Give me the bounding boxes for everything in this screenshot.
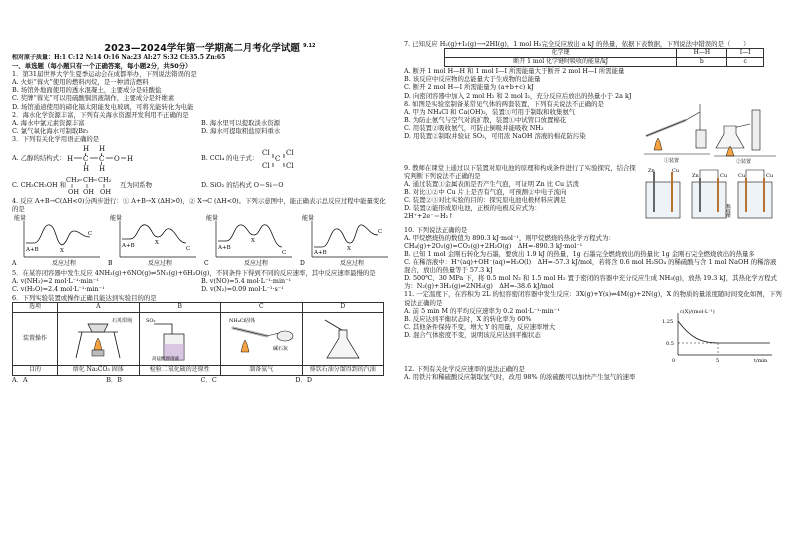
svg-text:OH: OH: [68, 188, 80, 197]
q7-td-b: b: [677, 58, 727, 67]
atomic-masses: 相对原子质量：H:1 C:12 N:14 O:16 Na:23 Al:27 S:32 Cl:35.5 Zn:65: [12, 54, 226, 61]
q4-ab-c: A+B: [218, 245, 231, 252]
q4-label-a: A: [12, 260, 17, 268]
q3-stem: 3．下列有关化学用语正确的是: [12, 134, 100, 143]
q4-xlabel-d: 反应过程: [340, 260, 365, 268]
q6-apparatus-d: [302, 312, 384, 365]
q4-x-d: X: [347, 246, 351, 253]
svg-text:C: C: [275, 155, 281, 164]
soda-lime-label: 碱石灰: [273, 345, 289, 352]
q1-option-d: D. 场馆通道使用的碲化镉太阳能发电玻璃，可将光能转化为电能: [12, 102, 194, 111]
q6-col-option: 选项: [13, 302, 58, 312]
q7-table: [444, 48, 764, 67]
q10-stem: 10. 下列说法正确的是: [404, 225, 468, 234]
nh4cl-label: NH₄Cl固体: [229, 317, 256, 324]
svg-text:Cl: Cl: [262, 162, 270, 171]
q8-apparatus-figure: [640, 100, 780, 164]
q9-stem: 9. 教师在课堂上通过以下装置对原电池的原理和构成条件进行了实验探究，结合探究判断下列说法不正确的是: [404, 163, 636, 180]
q4-c-b: C: [186, 246, 191, 253]
q4-diagram-b: [108, 213, 198, 269]
ammonia-prep-figure: [223, 314, 299, 364]
q7-th-ii: I—I: [727, 49, 764, 58]
crucible-label: 石英坩埚: [112, 317, 133, 324]
q5-stem: 5．在某容闭容器中发生反应 4NH₃(g)+6NO(g)⇌5N₂(g)+6H₂O(g)，不同条件下得到不同的反应速率，其中反应速率最慢的是: [12, 269, 376, 278]
question-11: [404, 290, 782, 364]
q6-option-d: D．D: [295, 375, 312, 384]
q5-option-b: B. v(NO)=5.4 mol·L⁻¹·min⁻¹: [201, 277, 292, 286]
q8-option-a: A. 甲为 NH₄Cl 和 Ca(OH)₂，装置①可用于制取和收集氨气: [404, 107, 576, 116]
q3-option-c: C. CH₃CH₂OH 和: [12, 180, 67, 189]
so2-label: SO₂: [145, 317, 156, 324]
q12-stem: 12. 下列有关化学反应速率的说法正确的是: [404, 364, 525, 373]
q8-option-c: C. 用装置②吸收氨气，可防止倒吸并能吸收 NH₃: [404, 123, 544, 132]
q3-option-d: D. SiO₂ 的结构式 O＝Si＝O: [201, 180, 284, 189]
question-4: [12, 197, 390, 269]
question-6: [12, 294, 390, 384]
q5-option-a: A. v(NH₃)=2 mol·L⁻¹·min⁻¹: [12, 277, 99, 286]
q4-stem: 4. 反应 A+B→C(ΔH<0)分两步进行：① A+B→X (ΔH>0)，② X→C (ΔH<0)。下列示意图中，能正确表示总反应过程中能量变化的是: [12, 197, 386, 214]
question-8: [404, 100, 782, 164]
q5-option-d: D. v(N₂)=0.09 mol·L⁻¹·s⁻¹: [201, 285, 284, 294]
q9-option-d-equation: 2H⁺+2e⁻＝H₂↑: [404, 212, 454, 221]
q4-xlabel-a: 反应过程: [52, 260, 77, 268]
q9-cu-1: Cu: [672, 167, 680, 174]
svg-text:OH: OH: [100, 188, 112, 197]
q6-purpose-c: 制备氨气: [221, 365, 303, 375]
q6-table: [12, 302, 384, 376]
ethanol-structure-figure: [65, 144, 135, 172]
q8-fig2-label: ②装置: [736, 158, 752, 164]
q3-option-a: A. 乙醇的结构式：: [12, 153, 66, 162]
q6-apparatus-b: [139, 312, 221, 365]
q4-diagram-d: [300, 213, 390, 269]
q7-option-b: B. 该反应中反应物的总能量大于生成物的总能量: [404, 75, 541, 84]
flask-figure: [305, 314, 381, 364]
q4-ylabel-a: 能量: [14, 215, 27, 223]
q6-col-c: C: [221, 302, 303, 312]
q11-option-d: D. 混合气体密度不变，说明该反应达到平衡状态: [404, 330, 541, 339]
q4-ylabel-d: 能量: [302, 215, 315, 223]
question-12: [404, 365, 782, 381]
q8-stem: 8. 如图是实验室制备某常见气体的两套装置，下列有关说法不正确的是: [404, 99, 604, 108]
q11-option-a: A. 前 5 min M 的平均反应速率为 0.2 mol·L⁻¹·min⁻¹: [404, 306, 560, 315]
question-10: [404, 226, 782, 291]
q7-th-hh: H—H: [677, 49, 727, 58]
svg-text:H: H: [127, 155, 134, 164]
q7-option-a: A. 断开 1 mol H—H 和 1 mol I—I 所需能量大于断开 2 mol H—I 所需能量: [404, 67, 625, 76]
q6-apparatus-a: [58, 312, 140, 365]
svg-text:Cl: Cl: [262, 149, 270, 158]
q9-option-b: B. 对比①②中 Cu 片上是否有气泡，可预测②中电子流向: [404, 187, 567, 196]
q4-energy-diagrams: [12, 213, 390, 269]
q11-y2: 0.5: [666, 340, 674, 347]
q7-option-d: D. 向密闭容器中加入 2 mol H₂ 和 2 mol I₂，充分反应后放出的热量小于 2a kJ: [404, 91, 632, 100]
q2-option-b: B. 海水里可以提取淡水资源: [201, 118, 281, 127]
svg-text:H: H: [67, 155, 74, 164]
q4-ylabel-b: 能量: [110, 215, 123, 223]
q4-ab-a: A+B: [26, 247, 39, 254]
section-heading: 一、单选题（每小题只有一个正确答案，每小题2分，共50分）: [12, 62, 192, 71]
q6-row-purpose: 目的: [13, 365, 58, 375]
q4-xlabel-b: 反应过程: [148, 260, 173, 268]
q9-option-a: A. 通过装置①金属表面是否产生气泡，可证明 Zn 比 Cu 活泼: [404, 179, 579, 188]
q8-option-b: B. 为防止氨气与空气对流扩散，装置①中试管口放置棉花: [404, 115, 567, 124]
q2-option-c: C. 氯气氧化海水可制取Br₂: [12, 126, 89, 135]
q4-x-c: X: [251, 238, 255, 245]
q8-fig1-label: ①装置: [664, 157, 680, 164]
svg-text:O: O: [114, 155, 121, 164]
q2-option-d: D. 海水可提取粗盐原料重水: [201, 126, 281, 135]
q10-option-b: B. 已知 1 mol 金刚石转化为石墨，要放出 1.9 kJ 的热量，1g 石墨完全燃烧放出的热量比 1g 金刚石完全燃烧放出的热量多: [404, 249, 755, 258]
q9-zn-2: Zn: [692, 172, 699, 179]
kmno4-label: 高锰酸钾溶液: [151, 356, 179, 362]
svg-text:Cl: Cl: [286, 162, 294, 171]
so2-test-figure: [142, 314, 218, 364]
q4-diagram-c: [204, 213, 294, 269]
q11-x1: 5: [716, 357, 720, 364]
q4-ab-d: A+B: [314, 250, 327, 257]
q4-x-a: X: [60, 248, 64, 255]
q6-option-a: A．A: [12, 375, 28, 384]
q2-stem: 2．海水化学资源丰富，下列有关海水资源开发利用不正确的是: [12, 110, 189, 119]
q9-cell-figure: [640, 164, 780, 226]
q4-c-c: C: [282, 250, 287, 257]
q11-concentration-graph: [654, 307, 780, 365]
svg-text:CH: CH: [83, 176, 94, 185]
q1-option-b: B. 场馆外地面使用的透水混凝土，主要成分是硅酸盐: [12, 86, 162, 95]
crucible-figure: [60, 314, 136, 364]
q1-stem: 1．第31届世界大学生夏季运动会在成都举办，下列说法错误的是: [12, 70, 197, 79]
q6-stem: 6．下列实验装置或操作正确且能达到实验目的的是: [12, 293, 157, 302]
q10-option-d: D. 500℃、30 MPa 下，将 0.5 mol N₂ 和 1.5 mol H₂ 置于密闭的容器中充分反应生成 NH₃(g)，放热 19.3 kJ，其热化学方程式为：N₂(g)+3H₂(g)⇌2NH₃(g) ΔH=-38.6 kJ/mol: [404, 274, 777, 291]
right-column: [404, 40, 782, 381]
svg-text:C: C: [83, 155, 89, 164]
q6-purpose-b: 检验二氧化硫的还原性: [139, 365, 221, 375]
q6-col-d: D: [302, 302, 384, 312]
q11-option-b: B. 反应达到平衡状态时，X 的转化率为 60%: [404, 314, 532, 323]
left-column: [12, 54, 390, 384]
q11-ylabel: c(X)/(mol·L⁻¹): [680, 308, 715, 315]
q9-cu-4: Cu: [766, 172, 774, 179]
q8-option-d: D. 用装置②制取并验证 SO₂，可用浓 NaOH 溶液的棉花防污染: [404, 132, 586, 141]
q4-c-d: C: [378, 229, 383, 236]
q9-zn-1: Zn: [648, 167, 655, 174]
q6-col-a: A: [58, 302, 140, 312]
q6-col-b: B: [139, 302, 221, 312]
q4-ab-b: A+B: [122, 243, 135, 250]
q10-option-a: A. 甲烷燃烧热的数值为 890.3 kJ·mol⁻¹，则甲烷燃烧的热化学方程式为：: [404, 233, 615, 242]
q4-x-b: X: [155, 240, 159, 247]
svg-text:H: H: [83, 145, 90, 154]
q6-purpose-d: 排饮石油分馏得到的汽油: [302, 365, 384, 375]
q6-option-b: B．B: [106, 375, 122, 384]
question-1: [12, 70, 390, 110]
q5-option-c: C. v(H₂O)=2.4 mol·L⁻¹·min⁻¹: [12, 285, 105, 294]
svg-text:C: C: [99, 155, 105, 164]
svg-text:CH₂: CH₂: [98, 176, 112, 185]
q9-cu-3: Cu: [738, 172, 746, 179]
q9-option-d: D. 装置②能形成原电池，正极的电极反应式为：: [404, 204, 541, 213]
question-7: [404, 40, 782, 100]
svg-text:H: H: [83, 165, 90, 173]
q10-option-c: C. 在稀溶液中：H⁺(aq)+OH⁻(aq)=H₂O(l) ΔH=-57.3 kJ/mol，若将含 0.6 mol H₂SO₄ 的稀硫酸与含 1 mol NaOH 的稀溶液混合，放出的热量等于 57.3 kJ: [404, 258, 777, 275]
q2-option-a: A. 海水中氯元素资源丰富: [12, 118, 85, 127]
q6-purpose-a: 熔化 Na₂CO₃ 固体: [58, 365, 140, 375]
q4-diagram-a: [12, 213, 102, 269]
q4-label-c: C: [204, 260, 209, 268]
ccl4-electron-figure: [258, 144, 304, 172]
question-5: [12, 269, 390, 293]
q11-origin: 0: [672, 357, 676, 364]
q1-option-a: A. 火炬“蓉火”使用的燃料丙烷，是一种清洁燃料: [12, 78, 149, 87]
q4-xlabel-c: 反应过程: [244, 260, 269, 268]
q7-td-energy: 断开 1 mol 化学键时吸收的能量/kJ: [445, 58, 677, 67]
q11-option-c: C. 其他条件保持不变，增大 Y 的用量，反应速率增大: [404, 322, 556, 331]
q4-label-d: D: [300, 260, 305, 268]
svg-text:OH: OH: [83, 188, 95, 197]
page-title: [70, 40, 350, 54]
q11-stem: 11. 一定温度下，在容积为 2L 的恒容密闭容器中发生反应：3X(g)+Y(s)⇌4M(g)+2N(g)，X 的物质的量浓度随时间变化如图，下列说法正确的是: [404, 290, 782, 307]
q9-option-c: C. 装置②③对比实验的目的：探究原电池电极材料应满足: [404, 196, 567, 205]
q10-option-a-equation: CH₄(g)+2O₂(g)=CO₂(g)+2H₂O(g) ΔH=-890.3 kJ·mol⁻¹: [404, 241, 583, 250]
q6-apparatus-c: [221, 312, 303, 365]
svg-text:H: H: [99, 145, 106, 154]
title-date: 9.12: [303, 42, 316, 49]
q12-option-a: A. 用铁片和稀硫酸反应制取氢气时，改用 98% 的浓硫酸可以加快产生氢气的速率: [404, 372, 636, 381]
q3-option-b: B. CCl₄ 的电子式：: [201, 153, 259, 162]
question-3: [12, 135, 390, 197]
q9-acid-label: 稀硫酸: [725, 203, 731, 218]
q11-xlabel: t/min: [754, 357, 768, 364]
q7-option-c: C. 断开 2 mol H—I 所需能量为 (a+b+c) kJ: [404, 83, 534, 92]
q6-row-apparatus: 装置操作: [13, 312, 58, 365]
q1-option-c: C. 奖牌“蓉光”可以用硫酸铜溶液制作，主要成分是纤维素: [12, 94, 175, 103]
q11-y1: 1.25: [662, 318, 674, 325]
question-9: [404, 164, 782, 226]
svg-text:H: H: [99, 165, 106, 173]
question-2: [12, 111, 390, 135]
q6-option-c: C．C: [200, 375, 217, 384]
q4-label-b: B: [108, 260, 113, 268]
q3-option-c-tail: 互为同系物: [120, 180, 152, 189]
q7-td-c: c: [727, 58, 764, 67]
q4-c-a: C: [88, 231, 93, 238]
q4-ylabel-c: 能量: [206, 215, 219, 223]
q7-stem: 7. 已知反应 H₂(g)+I₂(g)⟶2HI(g)，1 mol H₂完全反应放出 a kJ 的热量，依据下表数据，下列说法中错误的是（ ）: [404, 40, 750, 48]
glycerol-structure-figure: [66, 174, 120, 196]
q9-cu-2: Cu: [720, 172, 728, 179]
svg-text:Cl: Cl: [286, 149, 294, 158]
q7-th-bond: 化学键: [445, 49, 677, 58]
title-text: 2023—2024学年第一学期高二月考化学试题: [104, 43, 300, 54]
svg-text:CH₂: CH₂: [66, 176, 80, 185]
